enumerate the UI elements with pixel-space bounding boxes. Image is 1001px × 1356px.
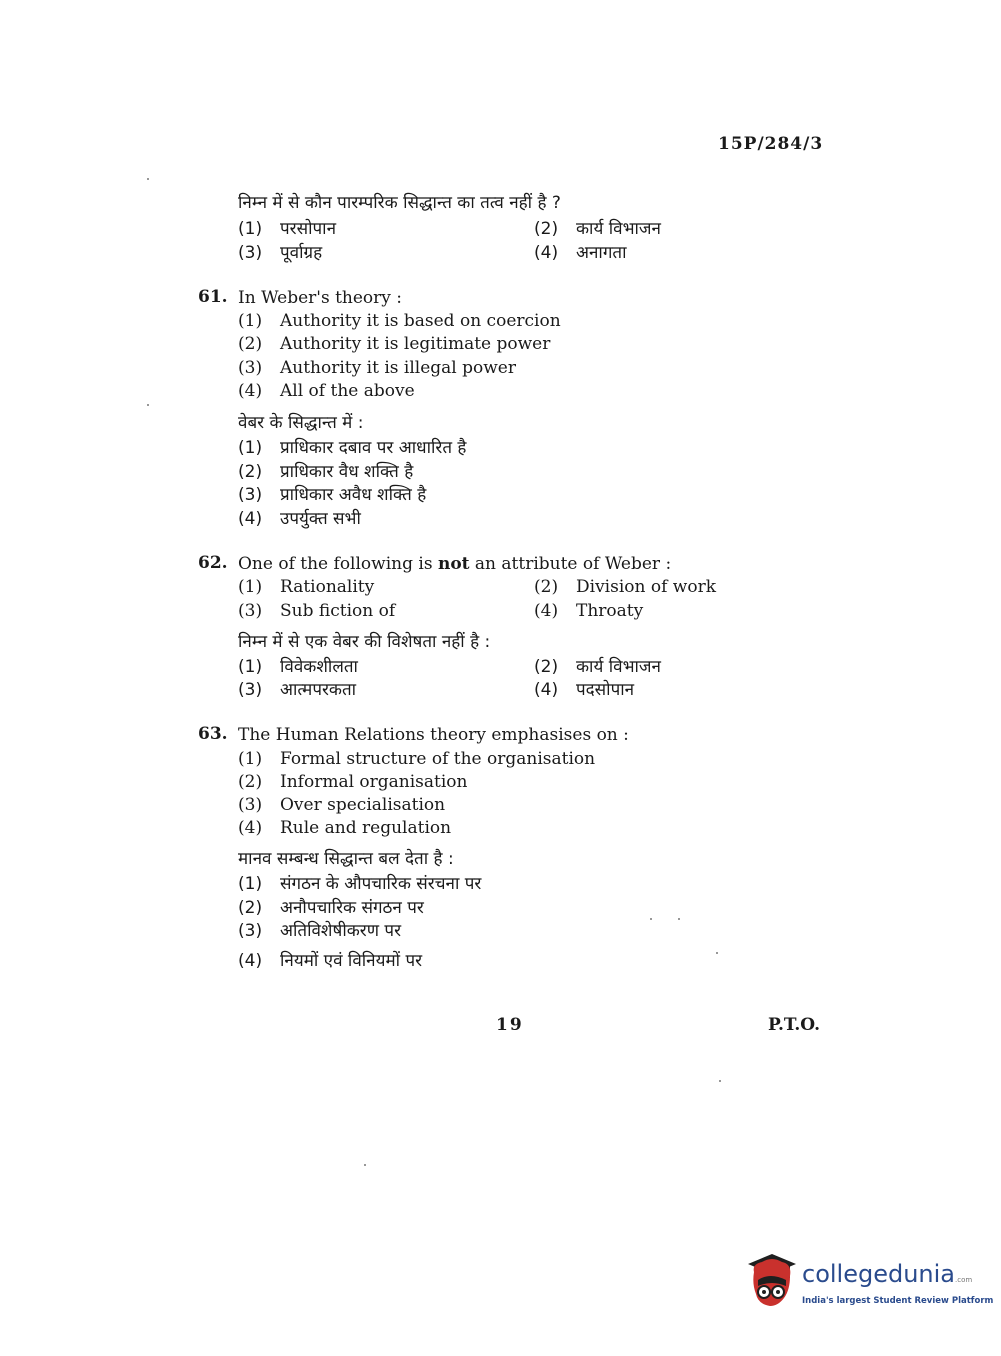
q60-hindi-stem: निम्न में से कौन पारम्परिक सिद्धान्त का तत्व नहीं है ? [238,193,561,213]
scan-speck [147,404,149,406]
q61-number: 61. [198,287,228,307]
q63-option-4: (4) Rule and regulation [238,818,452,838]
q60-hindi-option-3: (3) पूर्वाग्रह [238,243,323,263]
q63-option-3: (3) Over specialisation [238,795,446,815]
q63-hindi-option-1: (1) संगठन के औपचारिक संरचना पर [238,874,482,894]
q61-option-1: (1) Authority it is based on coercion [238,311,561,331]
q61-option-3: (3) Authority it is illegal power [238,358,516,378]
q62-option-4: (4) Throaty [534,601,644,621]
q61-hindi-option-2: (2) प्राधिकार वैध शक्ति है [238,462,414,482]
q62-hindi-stem: निम्न में से एक वेबर की विशेषता नहीं है : [238,632,491,652]
scan-speck [364,1164,366,1166]
q60-hindi-option-1: (1) परसोपान [238,219,336,239]
q63-number: 63. [198,724,228,744]
q63-option-1: (1) Formal structure of the organisation [238,749,596,769]
q61-hindi-option-3: (3) प्राधिकार अवैध शक्ति है [238,485,427,505]
student-mascot-icon [744,1250,800,1314]
q63-hindi-option-3: (3) अतिविशेषीकरण पर [238,921,402,941]
q62-option-1: (1) Rationality [238,577,375,597]
logo-wordmark: collegedunia.com [802,1260,973,1288]
pto-label: P.T.O. [768,1015,820,1035]
q63-stem: The Human Relations theory emphasises on : [238,725,629,745]
q62-option-3: (3) Sub fiction of [238,601,396,621]
q61-option-4: (4) All of the above [238,381,415,401]
logo-tagline: India's largest Student Review Platform [802,1296,994,1306]
q62-hindi-option-1: (1) विवेकशीलता [238,657,358,677]
scan-speck [650,918,652,920]
q63-hindi-stem: मानव सम्बन्ध सिद्धान्त बल देता है : [238,849,454,869]
q62-option-2: (2) Division of work [534,577,717,597]
q62-stem: One of the following is not an attribute of Weber : [238,554,672,574]
q62-stem-emphasis: not [437,554,470,574]
q62-hindi-option-3: (3) आत्मपरकता [238,680,357,700]
q63-hindi-option-2: (2) अनौपचारिक संगठन पर [238,898,424,918]
q62-number: 62. [198,553,228,573]
scan-speck [719,1080,721,1082]
q63-option-2: (2) Informal organisation [238,772,468,792]
paper-code: 15P/284/3 [718,134,824,154]
scan-speck [147,178,149,180]
q63-hindi-option-4: (4) नियमों एवं विनियमों पर [238,951,423,971]
q62-hindi-option-2: (2) कार्य विभाजन [534,657,661,677]
scan-speck [716,952,718,954]
q61-hindi-option-1: (1) प्राधिकार दबाव पर आधारित है [238,438,467,458]
q61-hindi-stem: वेबर के सिद्धान्त में : [238,413,364,433]
q61-option-2: (2) Authority it is legitimate power [238,334,551,354]
scan-speck [678,918,680,920]
q62-hindi-option-4: (4) पदसोपान [534,680,635,700]
q60-hindi-option-4: (4) अनागता [534,243,627,263]
page-number: 19 [496,1015,524,1035]
q61-hindi-option-4: (4) उपर्युक्त सभी [238,509,361,529]
q60-hindi-option-2: (2) कार्य विभाजन [534,219,661,239]
q61-stem: In Weber's theory : [238,288,403,308]
collegedunia-logo [744,1250,994,1320]
